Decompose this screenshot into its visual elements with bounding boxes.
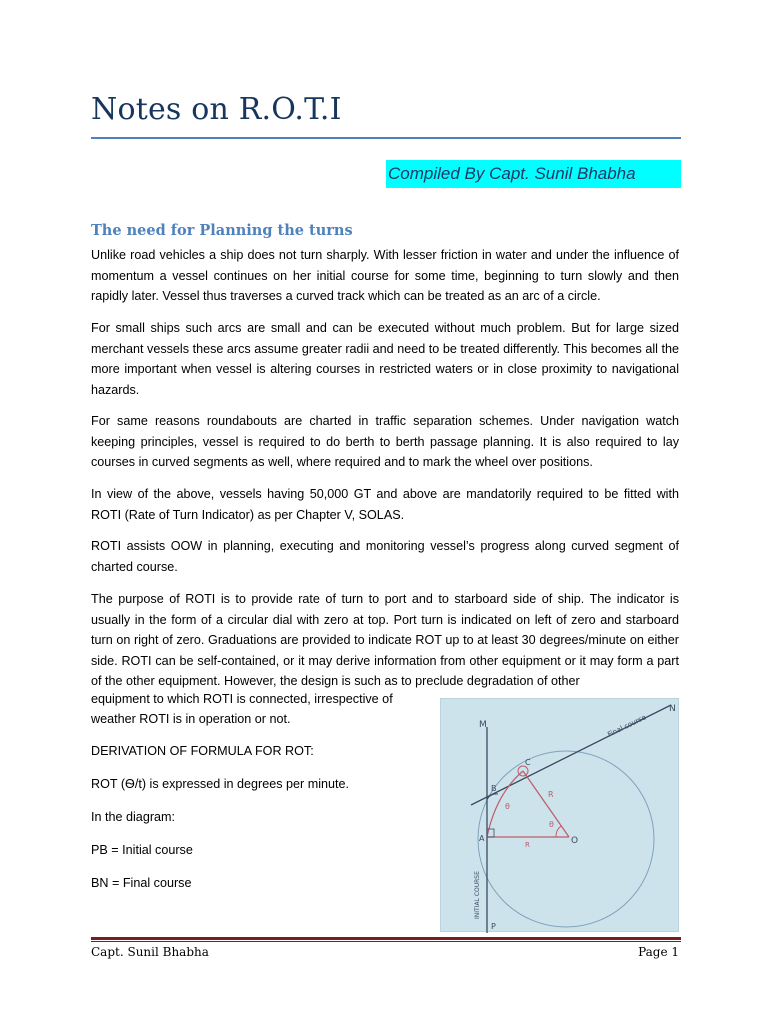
footer-author: Capt. Sunil Bhabha — [91, 945, 209, 959]
label-p: P — [491, 922, 496, 931]
footer-rule-thin — [91, 941, 681, 942]
compiled-by-banner: Compiled By Capt. Sunil Bhabha — [386, 160, 681, 188]
label-theta-arc: θ — [505, 802, 510, 811]
rot-diagram-photo — [440, 698, 679, 932]
label-a: A — [479, 834, 485, 843]
footer-rule-thick — [91, 937, 681, 940]
label-r-co: R — [548, 790, 554, 799]
paragraph-4: In view of the above, vessels having 50,000 GT and above are mandatorily required to be fitted with ROTI (Rate of Turn Indicator) as per Chapter V, SOLAS. — [91, 487, 679, 522]
in-diagram-label: In the diagram: — [91, 810, 176, 824]
rot-diagram — [441, 699, 680, 933]
paragraph-6-tail-1: equipment to which ROTI is connected, irrespective of — [91, 692, 393, 706]
paragraph-1: Unlike road vehicles a ship does not turn sharply. With lesser friction in water and under the influence of momentum a vessel continues on her initial course for some time, beginning to turn slowly and then rapidly later. Vessel thus traverses a curved track which can be treated as an arc of a circle. — [91, 248, 679, 303]
paragraph-3: For same reasons roundabouts are charted in traffic separation schemes. Under navigation watch keeping principles, vessel is required to do berth to berth passage planning. It is also required to lay courses in curved segments as well, where required and to mark the wheel over positions. — [91, 414, 679, 469]
rot-expression: ROT (Ѳ/t) is expressed in degrees per minute. — [91, 777, 350, 791]
radius-co — [523, 771, 569, 837]
label-theta-o: θ — [549, 820, 554, 829]
angle-b-arc — [487, 794, 498, 799]
label-initial-course: INITIAL COURSE — [474, 871, 481, 919]
title-underline — [91, 137, 681, 139]
paragraph-2: For small ships such arcs are small and can be executed without much problem. But for large sized merchant vessels these arcs assume greater radii and need to be treated differently. This becomes all the more important when vessel is altering courses in restricted waters or in close proximity to navigational hazards. — [91, 321, 679, 397]
label-final-course: Final course — [606, 713, 648, 739]
turning-circle — [478, 751, 654, 927]
paragraph-6: The purpose of ROTI is to provide rate of turn to port and to starboard side of ship. The indicator is usually in the form of a circular dial with zero at top. Port turn is indicated on left of zero and starboard turn on right of zero. Graduations are provided to indicate ROT up to at least 30 degrees/minute on either side. ROTI can be self-contained, or it may derive information from other equipment or it may form a part of the other equipment. However, the design is such as to preclude degradation of other — [91, 592, 679, 688]
derivation-heading: DERIVATION OF FORMULA FOR ROT: — [91, 744, 314, 758]
label-r-ao: R — [525, 841, 530, 849]
label-n: N — [669, 704, 676, 714]
paragraph-6-tail-2: weather ROTI is in operation or not. — [91, 712, 291, 726]
footer-page-number: Page 1 — [638, 945, 679, 959]
label-c: C — [525, 758, 531, 767]
label-b: B — [491, 784, 497, 793]
label-o: O — [571, 836, 579, 846]
bn-definition: BN = Final course — [91, 876, 192, 890]
document-title: Notes on R.O.T.I — [91, 92, 342, 127]
label-m: M — [479, 720, 487, 730]
section-heading: The need for Planning the turns — [91, 222, 353, 239]
angle-o-arc — [556, 826, 561, 837]
paragraph-5: ROTI assists OOW in planning, executing and monitoring vessel’s progress along curved segment of charted course. — [91, 539, 679, 574]
pb-definition: PB = Initial course — [91, 843, 193, 857]
